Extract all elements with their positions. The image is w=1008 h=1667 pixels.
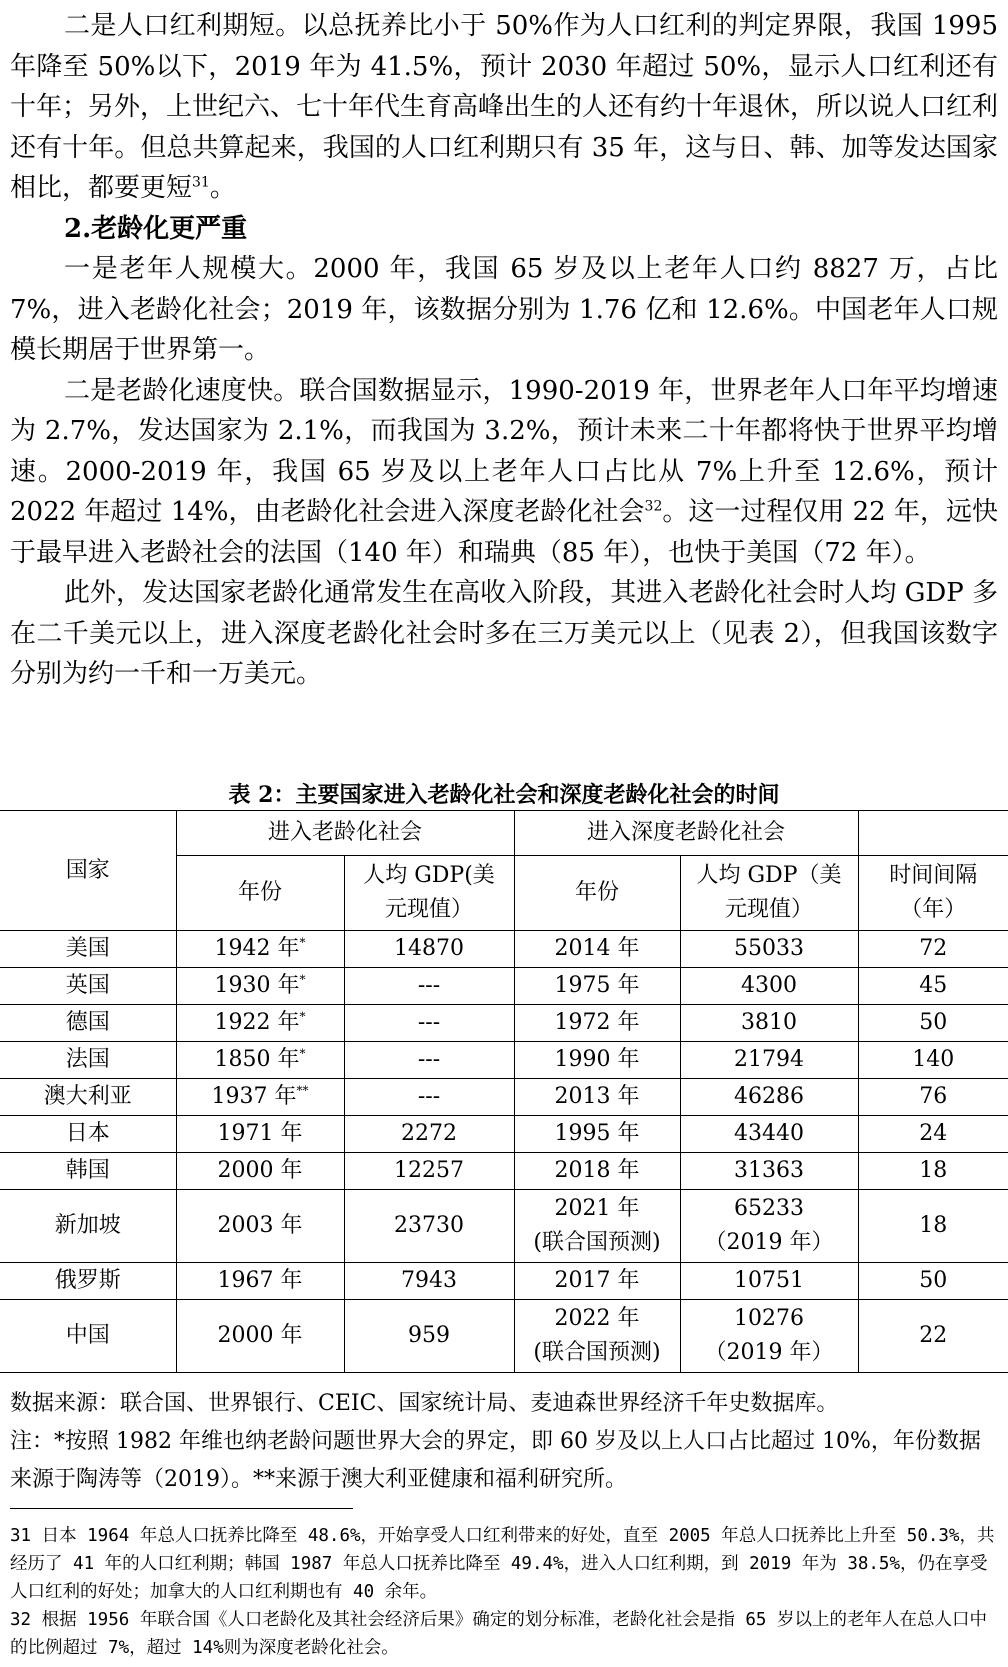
cell-deep-aging-gdp: 10751 — [680, 1263, 858, 1300]
cell-aging-gdp: --- — [344, 1005, 514, 1042]
cell-country: 日本 — [0, 1116, 176, 1153]
cell-interval: 72 — [858, 931, 1008, 968]
header-blank — [858, 811, 1008, 856]
table-row — [0, 931, 1008, 968]
cell-aging-year: 1922 年* — [176, 1005, 344, 1042]
header-gdp-1: 人均 GDP(美 元现值） — [344, 856, 514, 931]
cell-aging-year: 1937 年** — [176, 1079, 344, 1116]
table-row — [0, 968, 1008, 1005]
body-text — [10, 6, 998, 695]
cell-interval: 50 — [858, 1005, 1008, 1042]
header-country: 国家 — [0, 811, 176, 931]
cell-aging-gdp: 12257 — [344, 1153, 514, 1190]
table-body — [0, 931, 1008, 1373]
cell-aging-year: 1971 年 — [176, 1116, 344, 1153]
cell-aging-year: 1930 年* — [176, 968, 344, 1005]
cell-aging-gdp: --- — [344, 1079, 514, 1116]
footnote-31: 31 日本 1964 年总人口抚养比降至 48.6%，开始享受人口红利带来的好处，直至 2005 年总人口抚养比上升至 50.3%，共经历了 41 年的人口红利期；韩国 1987 年总人口抚养比降至 49.4%，进入人口红利期，到 2019 年为 38.5%，仍在享受人口红利的好处；加拿大的人口红利期也有 40 余年。 — [10, 1526, 995, 1602]
cell-aging-gdp: 7943 — [344, 1263, 514, 1300]
cell-country: 法国 — [0, 1042, 176, 1079]
cell-deep-aging-year: 2021 年 (联合国预测) — [514, 1190, 680, 1263]
footnote-32: 32 根据 1956 年联合国《人口老龄化及其社会经济后果》确定的划分标准，老龄化社会是指 65 岁以上的老年人在总人口中的比例超过 7%，超过 14%则为深度老龄化社会。 — [10, 1610, 987, 1658]
paragraph-demographic-dividend: 二是人口红利期短。以总抚养比小于 50%作为人口红利的判定界限，我国 1995 年降至 50%以下，2019 年为 41.5%，预计 2030 年超过 50%，显示人口红利还有十年；另外，上世纪六、七十年代生育高峰出生的人还有约十年退休，所以说人口红利还有十年。但总共算起来，我国的人口红利期只有 35 年，这与日、韩、加等发达国家相比，都要更短$^{31}$。 — [10, 11, 999, 203]
table-row — [0, 1079, 1008, 1116]
cell-aging-year: 2000 年 — [176, 1153, 344, 1190]
cell-deep-aging-year: 1995 年 — [514, 1116, 680, 1153]
header-year-2: 年份 — [514, 856, 680, 931]
cell-interval: 50 — [858, 1263, 1008, 1300]
cell-interval: 140 — [858, 1042, 1008, 1079]
cell-deep-aging-gdp: 3810 — [680, 1005, 858, 1042]
cell-deep-aging-gdp: 10276 （2019 年） — [680, 1300, 858, 1373]
aging-table — [0, 810, 1008, 1373]
cell-deep-aging-gdp: 65233 （2019 年） — [680, 1190, 858, 1263]
cell-interval: 45 — [858, 968, 1008, 1005]
header-aging-society: 进入老龄化社会 — [176, 811, 514, 856]
cell-deep-aging-year: 1990 年 — [514, 1042, 680, 1079]
table-row — [0, 1153, 1008, 1190]
cell-interval: 18 — [858, 1190, 1008, 1263]
cell-aging-year: 2000 年 — [176, 1300, 344, 1373]
footnote-separator — [10, 1508, 353, 1509]
cell-interval: 76 — [858, 1079, 1008, 1116]
cell-deep-aging-year: 2022 年 (联合国预测) — [514, 1300, 680, 1373]
table-row — [0, 1190, 1008, 1263]
cell-country: 美国 — [0, 931, 176, 968]
cell-aging-year: 1850 年* — [176, 1042, 344, 1079]
cell-interval: 18 — [858, 1153, 1008, 1190]
cell-aging-gdp: 14870 — [344, 931, 514, 968]
footnotes — [10, 1522, 998, 1662]
header-gdp-2: 人均 GDP（美 元现值） — [680, 856, 858, 931]
cell-deep-aging-gdp: 31363 — [680, 1153, 858, 1190]
table-row — [0, 1042, 1008, 1079]
table-header-row — [0, 811, 1008, 856]
header-interval: 时间间隔 （年） — [858, 856, 1008, 931]
cell-deep-aging-year: 2013 年 — [514, 1079, 680, 1116]
cell-country: 韩国 — [0, 1153, 176, 1190]
cell-country: 英国 — [0, 968, 176, 1005]
cell-aging-gdp: 2272 — [344, 1116, 514, 1153]
table-row — [0, 1116, 1008, 1153]
cell-deep-aging-gdp: 46286 — [680, 1079, 858, 1116]
footnote-ref-31[interactable]: 31 — [192, 174, 210, 191]
cell-deep-aging-gdp: 21794 — [680, 1042, 858, 1079]
cell-aging-year: 2003 年 — [176, 1190, 344, 1263]
cell-deep-aging-year: 2018 年 — [514, 1153, 680, 1190]
table-row — [0, 1300, 1008, 1373]
cell-country: 俄罗斯 — [0, 1263, 176, 1300]
footnote-ref-32[interactable]: 32 — [644, 498, 663, 515]
cell-deep-aging-gdp: 43440 — [680, 1116, 858, 1153]
paragraph-income-stage: 此外，发达国家老龄化通常发生在高收入阶段，其进入老龄化社会时人均 GDP 多在二千美元以上，进入深度老龄化社会时多在三万美元以上（见表 2），但我国该数字分别为约一千和一万美元。 — [10, 578, 998, 689]
paragraph-elderly-scale: 一是老年人规模大。2000 年，我国 65 岁及以上老年人口约 8827 万，占比 7%，进入老龄化社会；2019 年，该数据分别为 1.76 亿和 12.6%。中国老年人口规模长期居于世界第一。 — [10, 254, 998, 365]
cell-deep-aging-year: 1975 年 — [514, 968, 680, 1005]
cell-deep-aging-gdp: 55033 — [680, 931, 858, 968]
cell-aging-year: 1967 年 — [176, 1263, 344, 1300]
cell-aging-year: 1942 年* — [176, 931, 344, 968]
table-row — [0, 1263, 1008, 1300]
header-deep-aging-society: 进入深度老龄化社会 — [514, 811, 858, 856]
cell-deep-aging-year: 1972 年 — [514, 1005, 680, 1042]
cell-interval: 24 — [858, 1116, 1008, 1153]
cell-deep-aging-year: 2017 年 — [514, 1263, 680, 1300]
header-year-1: 年份 — [176, 856, 344, 931]
table-row — [0, 1005, 1008, 1042]
cell-deep-aging-gdp: 4300 — [680, 968, 858, 1005]
cell-aging-gdp: 959 — [344, 1300, 514, 1373]
section-heading: 2.老龄化更严重 — [64, 213, 248, 244]
cell-aging-gdp: --- — [344, 1042, 514, 1079]
table-note: 注：*按照 1982 年维也纳老龄问题世界大会的界定，即 60 岁及以上人口占比超过 10%，年份数据来源于陶涛等（2019）。**来源于澳大利亚健康和福利研究所。 — [10, 1429, 981, 1492]
cell-country: 中国 — [0, 1300, 176, 1373]
table-title: 表 2：主要国家进入老龄化社会和深度老龄化社会的时间 — [228, 782, 780, 808]
cell-interval: 22 — [858, 1300, 1008, 1373]
cell-country: 新加坡 — [0, 1190, 176, 1263]
paragraph-aging-speed: 二是老龄化速度快。联合国数据显示，1990-2019 年，世界老年人口年平均增速为 2.7%，发达国家为 2.1%，而我国为 3.2%，预计未来二十年都将快于世界平均增速。2000-2019 年，我国 65 岁及以上老年人口占比从 7%上升至 12.6%，预计 2022 年超过 14%，由老龄化社会进入深度老龄化社会$^{32}$。这一过程仅用 22 年，远快于最早进入老龄社会的法国（140 年）和瑞典（85 年），也快于美国（72 年）。 — [10, 375, 998, 568]
cell-deep-aging-year: 2014 年 — [514, 931, 680, 968]
cell-aging-gdp: --- — [344, 968, 514, 1005]
cell-country: 澳大利亚 — [0, 1079, 176, 1116]
cell-country: 德国 — [0, 1005, 176, 1042]
data-source: 数据来源：联合国、世界银行、CEIC、国家统计局、麦迪森世界经济千年史数据库。 — [10, 1391, 839, 1416]
cell-aging-gdp: 23730 — [344, 1190, 514, 1263]
table-notes — [10, 1385, 998, 1499]
